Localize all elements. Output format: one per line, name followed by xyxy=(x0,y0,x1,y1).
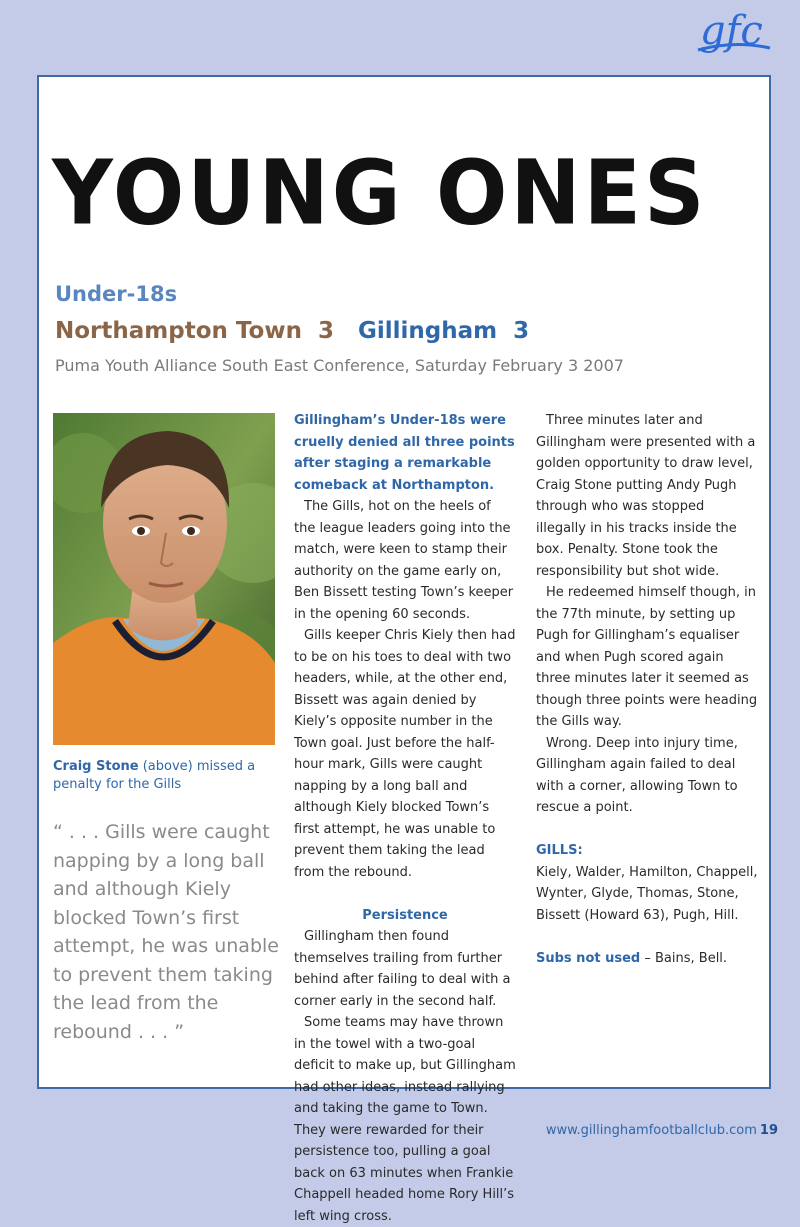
article-paragraph: Gills keeper Chris Kiely then had to be on his toes to deal with two headers, while, at the other end, Bissett was again denied by Kiely’s opposite number in the Town goal. Just before the half-hour mark, Gills were caught napping by a long ball and although Kiely blocked Town’s first attempt, he was unable to prevent them taking the lead from the rebound. xyxy=(294,628,516,880)
article-subheading: Persistence xyxy=(362,907,448,923)
article-intro: Gillingham’s Under-18s were cruelly denied all three points after staging a remarkable comeback at Northampton. xyxy=(294,413,515,493)
player-portrait-image xyxy=(53,413,275,745)
lineup-players: Kiely, Walder, Hamilton, Chappell, Wynter, Glyde, Thomas, Stone, Bissett (Howard 63), Pugh, Hill. xyxy=(536,864,758,923)
match-scoreline xyxy=(55,318,529,344)
competition-line: Puma Youth Alliance South East Conference, Saturday February 3 2007 xyxy=(55,356,624,375)
away-team: Gillingham xyxy=(358,318,498,344)
page-title: YOUNG ONES xyxy=(52,140,708,245)
article-column-2 xyxy=(536,410,758,969)
subs-label: Subs not used xyxy=(536,950,641,966)
svg-text:gfc: gfc xyxy=(700,8,763,54)
club-logo xyxy=(694,6,772,60)
away-score: 3 xyxy=(513,318,530,344)
gfc-monogram-icon xyxy=(694,6,772,60)
lineup-heading: GILLS: xyxy=(536,843,583,858)
article-paragraph: Some teams may have thrown in the towel with a two-goal deficit to make up, but Gillingham had other ideas, instead rallying and taking the game to Town. They were rewarded for their persistence too, pulling a goal back on 63 minutes when Frankie Chappell headed home Rory Hill’s left wing cross. xyxy=(294,1015,516,1224)
footer-url[interactable]: www.gillinghamfootballclub.com xyxy=(545,1123,757,1138)
home-team: Northampton Town xyxy=(55,318,302,344)
photo-caption xyxy=(53,758,275,794)
caption-aside: (above) xyxy=(142,759,193,774)
article-paragraph: Three minutes later and Gillingham were presented with a golden opportunity to draw level, Craig Stone putting Andy Pugh through who was stopped illegally in his tracks inside the box. Penalty. Stone took the responsibility but shot wide. xyxy=(536,413,756,579)
caption-text: missed a penalty for the Gills xyxy=(53,759,256,792)
player-photo xyxy=(53,413,275,745)
caption-name: Craig Stone xyxy=(53,759,139,774)
article-column-1 xyxy=(294,410,516,1227)
article-paragraph: He redeemed himself though, in the 77th minute, by setting up Pugh for Gillingham’s equaliser and when Pugh scored again three minutes later it seemed as though three points were heading the Gills way. xyxy=(536,585,758,729)
article-paragraph: Wrong. Deep into injury time, Gillingham again failed to deal with a corner, allowing Town to rescue a point. xyxy=(536,735,738,815)
article-paragraph: The Gills, hot on the heels of the league leaders going into the match, were keen to stamp their authority on the game early on, Ben Bissett testing Town’s keeper in the opening 60 seconds. xyxy=(294,499,514,622)
page-number: 19 xyxy=(759,1123,778,1138)
page-footer xyxy=(546,1123,778,1138)
home-score: 3 xyxy=(317,318,334,344)
article-paragraph: Gillingham then found themselves trailing from further behind after failing to deal with a corner early in the second half. xyxy=(294,929,511,1009)
subs-names: – Bains, Bell. xyxy=(640,950,728,966)
section-label: Under-18s xyxy=(55,282,178,306)
pull-quote: “ . . . Gills were caught napping by a long ball and although Kiely blocked Town’s first attempt, he was unable to prevent them taking the lead from the rebound . . . ” xyxy=(53,821,279,1043)
lineup-subs xyxy=(536,948,758,970)
